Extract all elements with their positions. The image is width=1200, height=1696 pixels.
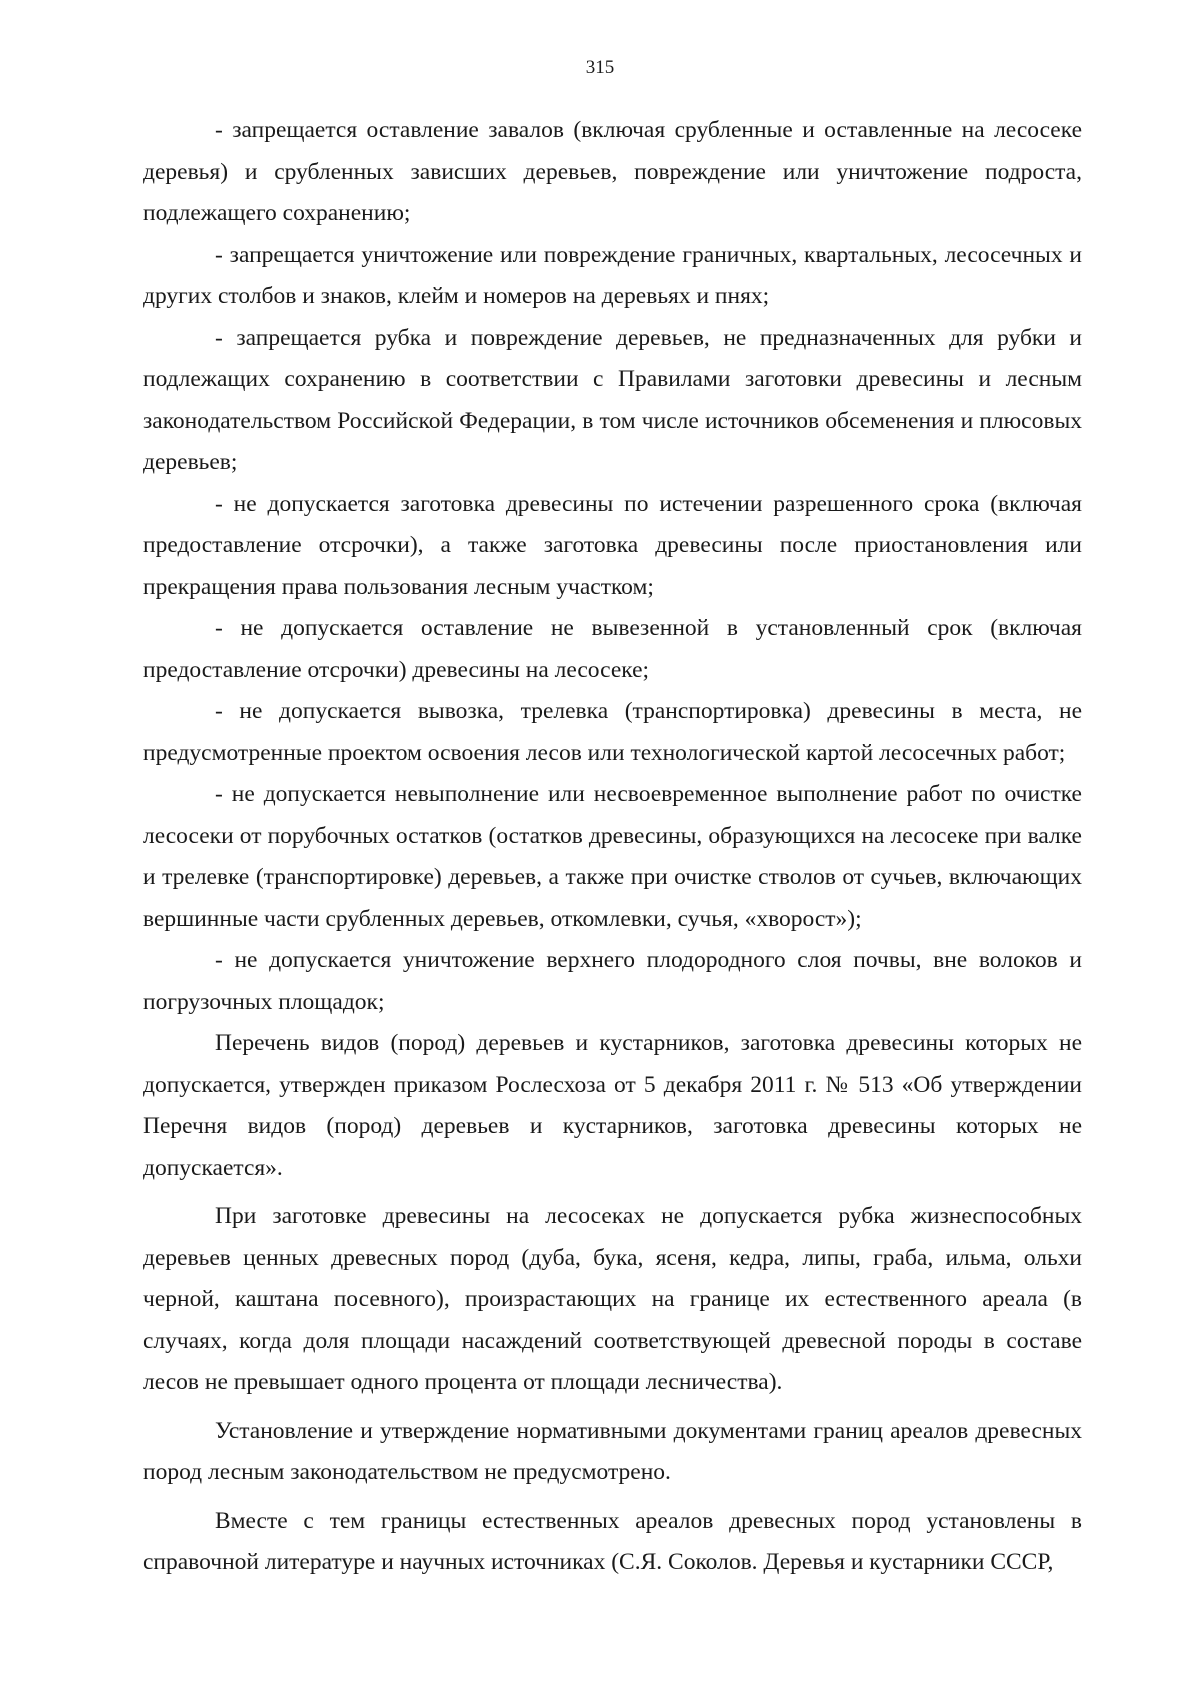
paragraph-7: - не допускается невыполнение или несвоевременное выполнение работ по очистке лесосеки от порубочных остатков (остатков древесины, образующихся на лесосеке при валке и трелевке (транспортировке) деревьев, а также при очистке стволов от сучьев, включающих вершинные части срубленных деревьев, откомлевки, сучья, «хворост»); [143,781,1082,932]
paragraph-2: - запрещается уничтожение или повреждение граничных, квартальных, лесосечных и других столбов и знаков, клейм и номеров на деревьях и пнях; [143,241,1082,309]
paragraph-3: - запрещается рубка и повреждение деревьев, не предназначенных для рубки и подлежащих сохранению в соответствии с Правилами заготовки древесины и лесным законодательством Российской Федерации, в том числе источников обсеменения и плюсовых деревьев; [143,324,1082,475]
paragraph-11: Установление и утверждение нормативными документами границ ареалов древесных пород лесным законодательством не предусмотрено. [143,1417,1082,1485]
paragraph-9: Перечень видов (пород) деревьев и кустарников, заготовка древесины которых не допускается, утвержден приказом Рослесхоза от 5 декабря 2011 г. № 513 «Об утверждении Перечня видов (пород) деревьев и кустарников, заготовка древесины которых не допускается». [143,1030,1082,1181]
paragraph-4: - не допускается заготовка древесины по истечении разрешенного срока (включая предоставление отсрочки), а также заготовка древесины после приостановления или прекращения права пользования лесным участком; [143,490,1082,600]
document-body [143,110,1082,1584]
paragraph-5: - не допускается оставление не вывезенной в установленный срок (включая предоставление отсрочки) древесины на лесосеке; [143,615,1082,683]
paragraph-1: - запрещается оставление завалов (включая срубленные и оставленные на лесосеке деревья) и срубленных зависших деревьев, повреждение или уничтожение подроста, подлежащего сохранению; [143,117,1082,226]
paragraph-10: При заготовке древесины на лесосеках не допускается рубка жизнеспособных деревьев ценных древесных пород (дуба, бука, ясеня, кедра, липы, граба, ильма, ольхи черной, каштана посевного), произрастающих на границе их естественного ареала (в случаях, когда доля площади насаждений соответствующей древесной породы в составе лесов не превышает одного процента от площади лесничества). [143,1203,1082,1395]
page-number: 315 [585,57,615,78]
paragraph-12: Вместе с тем границы естественных ареалов древесных пород установлены в справочной литературе и научных источниках (С.Я. Соколов. Деревья и кустарники СССР, [143,1507,1082,1575]
paragraph-8: - не допускается уничтожение верхнего плодородного слоя почвы, вне волоков и погрузочных площадок; [143,947,1082,1015]
paragraph-6: - не допускается вывозка, трелевка (транспортировка) древесины в места, не предусмотренные проектом освоения лесов или технологической картой лесосечных работ; [143,698,1082,766]
